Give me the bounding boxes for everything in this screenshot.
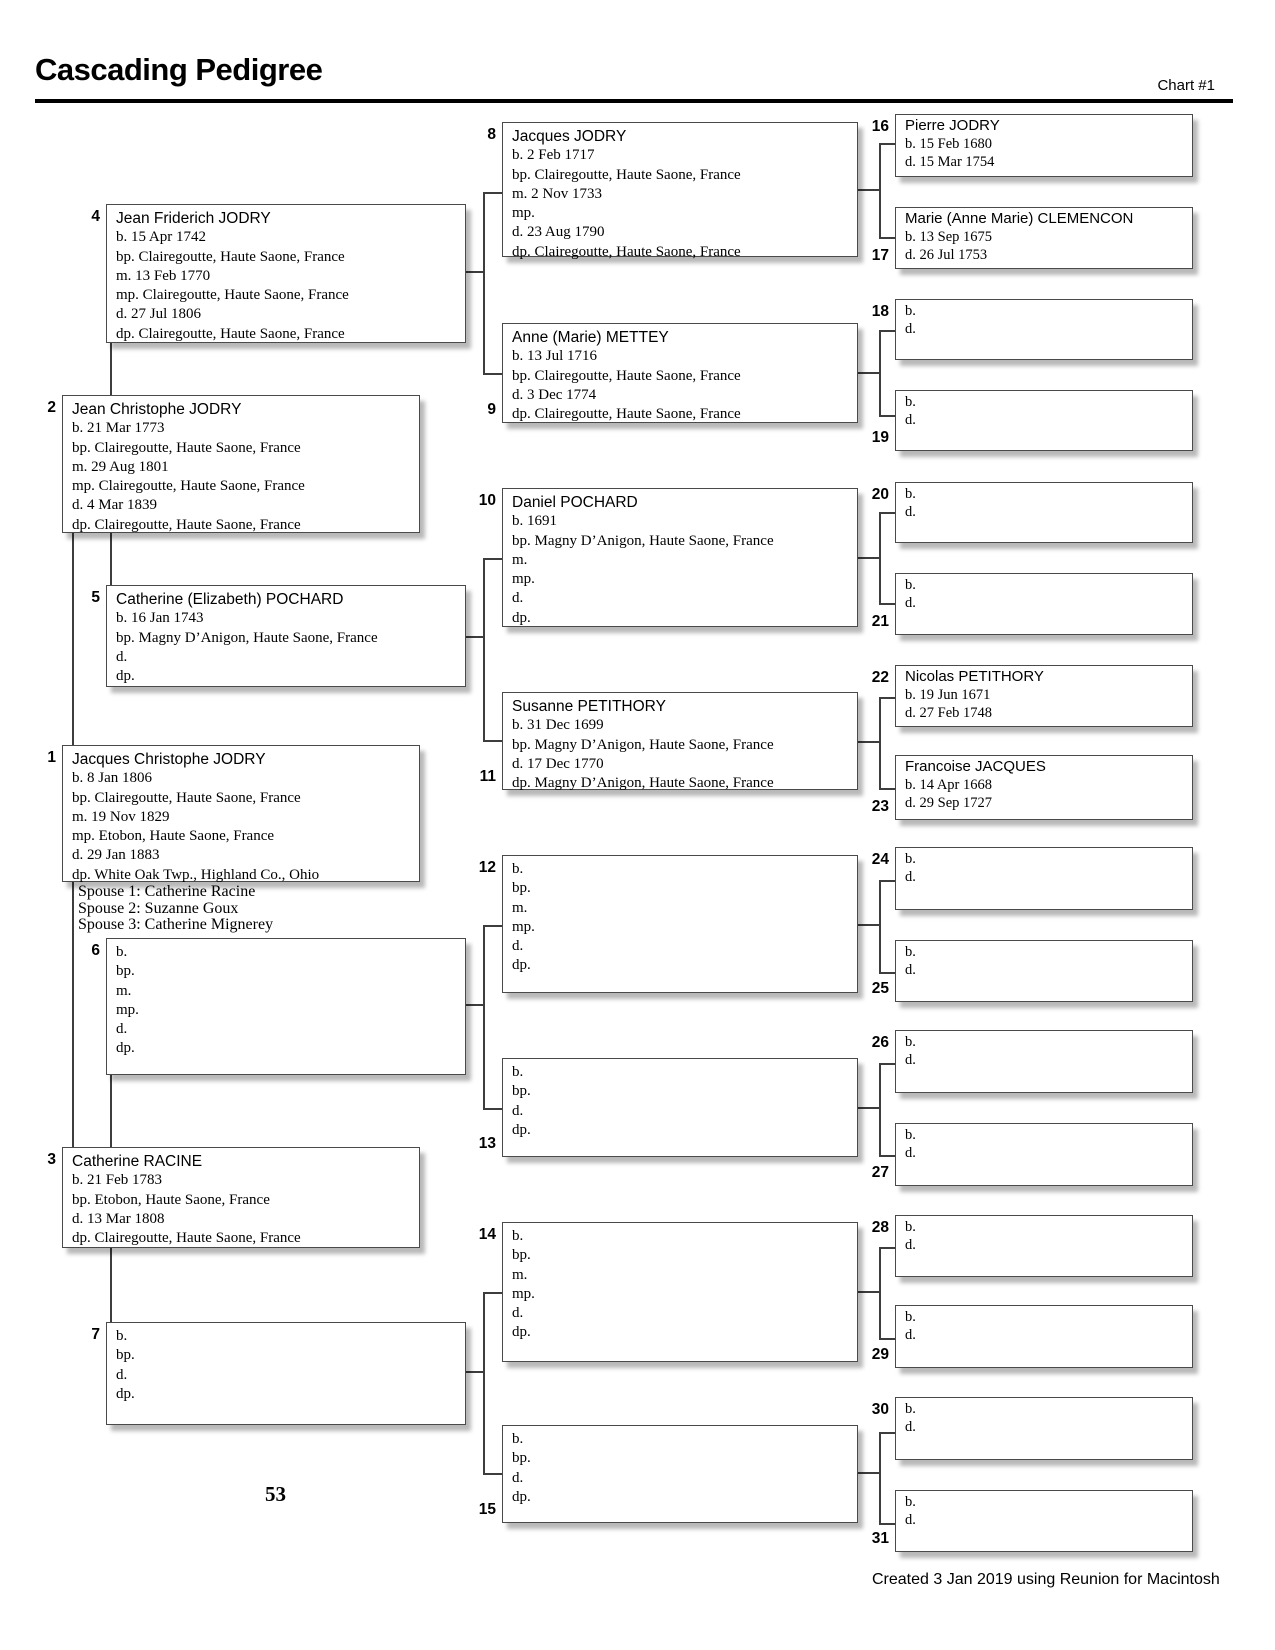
person-field: bp. xyxy=(512,1450,531,1467)
title-rule xyxy=(35,99,1233,103)
person-box-26 xyxy=(871,1030,1193,1093)
person-field: dp. Clairegoutte, Haute Saone, France xyxy=(116,325,345,342)
person-number: 24 xyxy=(871,851,889,868)
person-field: b. 31 Dec 1699 xyxy=(512,717,604,734)
person-number: 23 xyxy=(871,798,889,815)
person-box-20 xyxy=(871,482,1193,543)
person-field: b. 8 Jan 1806 xyxy=(72,770,152,787)
person-box-12 xyxy=(478,855,858,993)
person-box-11 xyxy=(479,692,858,792)
person-field: bp. Clairegoutte, Haute Saone, France xyxy=(72,789,301,806)
person-field: d. 17 Dec 1770 xyxy=(512,755,604,772)
person-number: 6 xyxy=(91,942,100,959)
person-field: b. xyxy=(905,1309,916,1325)
person-field: dp. Clairegoutte, Haute Saone, France xyxy=(512,243,741,260)
connector-line xyxy=(483,1292,485,1475)
person-box-7 xyxy=(91,1322,466,1425)
connector-line xyxy=(879,880,881,974)
person-field: mp. Clairegoutte, Haute Saone, France xyxy=(72,478,305,495)
person-field: b. xyxy=(905,851,916,867)
person-field: mp. xyxy=(512,205,535,222)
person-number: 9 xyxy=(487,401,496,418)
person-field: d. xyxy=(512,1305,524,1322)
person-field: b. 16 Jan 1743 xyxy=(116,610,204,627)
person-name: Catherine RACINE xyxy=(72,1153,203,1170)
person-field: b. xyxy=(905,944,916,960)
person-number: 1 xyxy=(47,749,56,766)
person-field: b. 1691 xyxy=(512,513,557,530)
person-field: d. xyxy=(116,648,128,665)
person-field: m. 13 Feb 1770 xyxy=(116,267,211,284)
person-number: 18 xyxy=(871,303,889,320)
person-number: 30 xyxy=(871,1401,889,1418)
connector-line xyxy=(857,924,881,926)
person-number: 27 xyxy=(871,1164,889,1181)
chart-number-label: Chart #1 xyxy=(1157,77,1215,94)
person-number: 7 xyxy=(91,1326,100,1343)
person-field: d. xyxy=(116,1366,128,1383)
connector-line xyxy=(483,1473,504,1475)
person-field: d. 29 Jan 1883 xyxy=(72,847,160,864)
person-box-28 xyxy=(871,1215,1193,1277)
person-field: m. xyxy=(512,899,528,916)
person-box-25 xyxy=(871,940,1193,1002)
person-number: 3 xyxy=(47,1151,56,1168)
connector-line xyxy=(857,1291,881,1293)
connector-line xyxy=(857,372,881,374)
person-name: Jacques JODRY xyxy=(512,128,627,145)
person-box-1 xyxy=(47,745,420,883)
person-field: b. xyxy=(116,1328,128,1344)
person-field: dp. xyxy=(512,1488,531,1505)
person-field: b. xyxy=(905,1219,916,1235)
person-field: b. xyxy=(512,861,524,877)
person-name: Jean Christophe JODRY xyxy=(72,401,242,418)
person-field: d. 3 Dec 1774 xyxy=(512,386,597,403)
person-number: 10 xyxy=(478,492,496,509)
person-field: dp. xyxy=(512,1121,531,1138)
person-box-19 xyxy=(871,390,1193,451)
person-field: b. 13 Jul 1716 xyxy=(512,348,598,365)
person-field: d. xyxy=(905,1419,916,1435)
person-name: Jean Friderich JODRY xyxy=(116,210,271,227)
person-box-15 xyxy=(478,1425,858,1523)
connector-line xyxy=(857,557,881,559)
person-field: mp. xyxy=(512,918,535,935)
person-box-17 xyxy=(871,207,1193,269)
person-field: d. 26 Jul 1753 xyxy=(905,247,988,263)
person-field: d. xyxy=(905,1512,916,1528)
person-field: d. 29 Sep 1727 xyxy=(905,795,992,811)
person-number: 14 xyxy=(478,1226,496,1243)
person-field: bp. xyxy=(512,1083,531,1100)
person-field: d. xyxy=(905,504,916,520)
person-box-2 xyxy=(47,395,420,533)
person-box-31 xyxy=(871,1490,1193,1552)
person-box-29 xyxy=(871,1305,1193,1368)
connector-line xyxy=(857,189,881,191)
person-number: 5 xyxy=(91,589,100,606)
person-field: dp. xyxy=(512,609,531,626)
connector-line xyxy=(483,925,485,1110)
person-field: dp. White Oak Twp., Highland Co., Ohio xyxy=(72,866,320,883)
person-field: m. xyxy=(512,551,528,568)
person-number: 29 xyxy=(871,1346,889,1363)
person-number: 25 xyxy=(871,980,889,997)
connector-line xyxy=(483,558,485,742)
person-field: bp. Magny D’Anigon, Haute Saone, France xyxy=(116,629,378,646)
connector-line xyxy=(483,1108,504,1110)
person-field: d. xyxy=(905,595,916,611)
person-field: b. 15 Apr 1742 xyxy=(116,229,206,246)
person-box-6 xyxy=(91,938,466,1075)
person-field: b. xyxy=(512,1064,524,1080)
person-number: 12 xyxy=(478,859,496,876)
page-title: Cascading Pedigree xyxy=(35,52,323,87)
spouse-line-1: Spouse 1: Catherine Racine xyxy=(78,883,256,900)
person-field: b. 14 Apr 1668 xyxy=(905,777,992,793)
person-name: Francoise JACQUES xyxy=(905,758,1046,775)
person-name: Jacques Christophe JODRY xyxy=(72,751,266,768)
person-field: mp. xyxy=(512,1285,535,1302)
connector-line xyxy=(879,143,881,239)
person-box-8 xyxy=(487,122,858,260)
person-field: d. 27 Feb 1748 xyxy=(905,705,992,721)
person-box-14 xyxy=(478,1222,858,1362)
person-name: Susanne PETITHORY xyxy=(512,698,666,715)
person-field: b. xyxy=(905,1494,916,1510)
person-name: Anne (Marie) METTEY xyxy=(512,329,669,346)
person-field: bp. xyxy=(116,963,135,980)
person-field: b. xyxy=(512,1228,524,1244)
connector-line xyxy=(464,1371,485,1373)
person-number: 31 xyxy=(871,1530,889,1547)
person-field: b. xyxy=(116,944,128,960)
person-field: b. 2 Feb 1717 xyxy=(512,147,595,164)
person-field: dp. Magny D’Anigon, Haute Saone, France xyxy=(512,775,774,792)
person-number: 16 xyxy=(871,118,889,135)
person-field: b. 13 Sep 1675 xyxy=(905,229,992,245)
connector-line xyxy=(483,558,504,560)
person-field: dp. xyxy=(512,1324,531,1341)
person-box-10 xyxy=(478,488,858,627)
person-field: bp. Etobon, Haute Saone, France xyxy=(72,1191,270,1208)
person-field: m. 29 Aug 1801 xyxy=(72,458,169,475)
person-field: mp. xyxy=(116,1001,139,1018)
person-field: d. xyxy=(905,1327,916,1343)
connector-line xyxy=(857,1107,881,1109)
person-field: m. xyxy=(116,982,132,999)
person-number: 11 xyxy=(479,768,496,785)
person-field: m. xyxy=(512,1266,528,1283)
person-box-5 xyxy=(91,585,466,687)
person-name: Daniel POCHARD xyxy=(512,494,638,511)
connector-line xyxy=(464,636,485,638)
person-field: mp. Clairegoutte, Haute Saone, France xyxy=(116,287,349,304)
person-number: 28 xyxy=(871,1219,889,1236)
connector-line xyxy=(879,1063,881,1157)
person-box-13 xyxy=(478,1058,858,1157)
person-field: b. xyxy=(905,1127,916,1143)
person-field: b. xyxy=(905,1034,916,1050)
connector-line xyxy=(857,1472,881,1474)
person-field: d. 4 Mar 1839 xyxy=(72,497,157,514)
connector-line xyxy=(879,1247,881,1340)
person-field: d. xyxy=(905,962,916,978)
person-field: b. 15 Feb 1680 xyxy=(905,136,992,152)
person-field: bp. Magny D’Anigon, Haute Saone, France xyxy=(512,532,774,549)
person-box-30 xyxy=(871,1397,1193,1460)
person-field: b. xyxy=(905,303,916,319)
person-name: Pierre JODRY xyxy=(905,117,1000,134)
person-number: 19 xyxy=(871,429,889,446)
page-number: 53 xyxy=(265,1482,286,1506)
spouse-line-3: Spouse 3: Catherine Mignerey xyxy=(78,916,274,934)
person-field: dp. xyxy=(116,668,135,685)
person-field: mp. Etobon, Haute Saone, France xyxy=(72,828,275,845)
person-field: bp. xyxy=(116,1347,135,1364)
person-field: d. xyxy=(905,321,916,337)
connector-line xyxy=(879,697,881,790)
person-number: 26 xyxy=(871,1034,889,1051)
connector-line xyxy=(483,373,504,375)
person-field: bp. Clairegoutte, Haute Saone, France xyxy=(72,439,301,456)
person-number: 4 xyxy=(91,208,100,225)
person-field: d. xyxy=(905,1237,916,1253)
person-field: b. xyxy=(905,394,916,410)
person-field: d. xyxy=(905,869,916,885)
person-field: d. 13 Mar 1808 xyxy=(72,1210,165,1227)
person-field: mp. xyxy=(512,571,535,588)
person-name: Catherine (Elizabeth) POCHARD xyxy=(116,591,344,608)
person-field: dp. xyxy=(116,1385,135,1402)
person-field: d. xyxy=(116,1021,128,1038)
connector-line xyxy=(483,1292,504,1294)
person-field: dp. Clairegoutte, Haute Saone, France xyxy=(72,1230,301,1247)
connector-line xyxy=(483,192,485,375)
person-field: m. 19 Nov 1829 xyxy=(72,808,170,825)
connector-line xyxy=(879,1432,881,1525)
person-box-21 xyxy=(871,573,1193,635)
person-field: d. xyxy=(905,1145,916,1161)
person-number: 17 xyxy=(871,247,889,264)
person-field: m. 2 Nov 1733 xyxy=(512,185,602,202)
person-box-3 xyxy=(47,1147,420,1248)
person-field: d. 27 Jul 1806 xyxy=(116,306,202,323)
person-box-24 xyxy=(871,847,1193,910)
person-field: b. xyxy=(905,577,916,593)
person-field: b. xyxy=(905,1401,916,1417)
person-number: 8 xyxy=(487,126,496,143)
person-field: d. xyxy=(512,1469,524,1486)
person-box-16 xyxy=(871,114,1193,177)
person-field: dp. Clairegoutte, Haute Saone, France xyxy=(72,516,301,533)
person-field: b. 19 Jun 1671 xyxy=(905,687,991,703)
person-number: 15 xyxy=(478,1501,496,1518)
person-name: Nicolas PETITHORY xyxy=(905,668,1044,685)
person-number: 21 xyxy=(871,613,889,630)
person-name: Marie (Anne Marie) CLEMENCON xyxy=(905,210,1134,227)
connector-line xyxy=(483,925,504,927)
person-field: d. xyxy=(512,938,524,955)
spouse-list xyxy=(78,884,273,934)
person-box-22 xyxy=(871,665,1193,727)
person-field: d. 15 Mar 1754 xyxy=(905,154,995,170)
person-box-23 xyxy=(871,755,1193,820)
person-box-27 xyxy=(871,1123,1193,1186)
person-number: 20 xyxy=(871,486,889,503)
person-field: bp. xyxy=(512,880,531,897)
person-number: 13 xyxy=(478,1135,496,1152)
person-box-4 xyxy=(91,204,466,343)
person-field: d. xyxy=(512,590,524,607)
person-field: bp. xyxy=(512,1247,531,1264)
person-field: d. 23 Aug 1790 xyxy=(512,224,605,241)
person-field: d. xyxy=(512,1102,524,1119)
person-field: d. xyxy=(905,1052,916,1068)
person-field: b. 21 Feb 1783 xyxy=(72,1172,162,1189)
person-field: d. xyxy=(905,412,916,428)
person-number: 2 xyxy=(47,399,56,416)
connector-line xyxy=(464,1004,485,1006)
person-field: dp. Clairegoutte, Haute Saone, France xyxy=(512,406,741,423)
person-field: bp. Clairegoutte, Haute Saone, France xyxy=(512,166,741,183)
connector-line xyxy=(483,192,504,194)
footer-created-note: Created 3 Jan 2019 using Reunion for Macintosh xyxy=(872,1571,1220,1588)
connector-line xyxy=(857,741,881,743)
person-field: bp. Magny D’Anigon, Haute Saone, France xyxy=(512,736,774,753)
person-field: b. xyxy=(512,1431,524,1447)
person-field: dp. xyxy=(116,1040,135,1057)
person-field: b. xyxy=(905,486,916,502)
person-field: bp. Clairegoutte, Haute Saone, France xyxy=(512,367,741,384)
person-field: bp. Clairegoutte, Haute Saone, France xyxy=(116,248,345,265)
spouse-line-2: Spouse 2: Suzanne Goux xyxy=(78,899,239,917)
connector-line xyxy=(483,740,504,742)
person-field: b. 21 Mar 1773 xyxy=(72,420,165,437)
person-field: dp. xyxy=(512,957,531,974)
person-number: 22 xyxy=(871,669,889,686)
person-box-18 xyxy=(871,299,1193,360)
person-box-9 xyxy=(487,323,858,423)
connector-line xyxy=(464,271,485,273)
